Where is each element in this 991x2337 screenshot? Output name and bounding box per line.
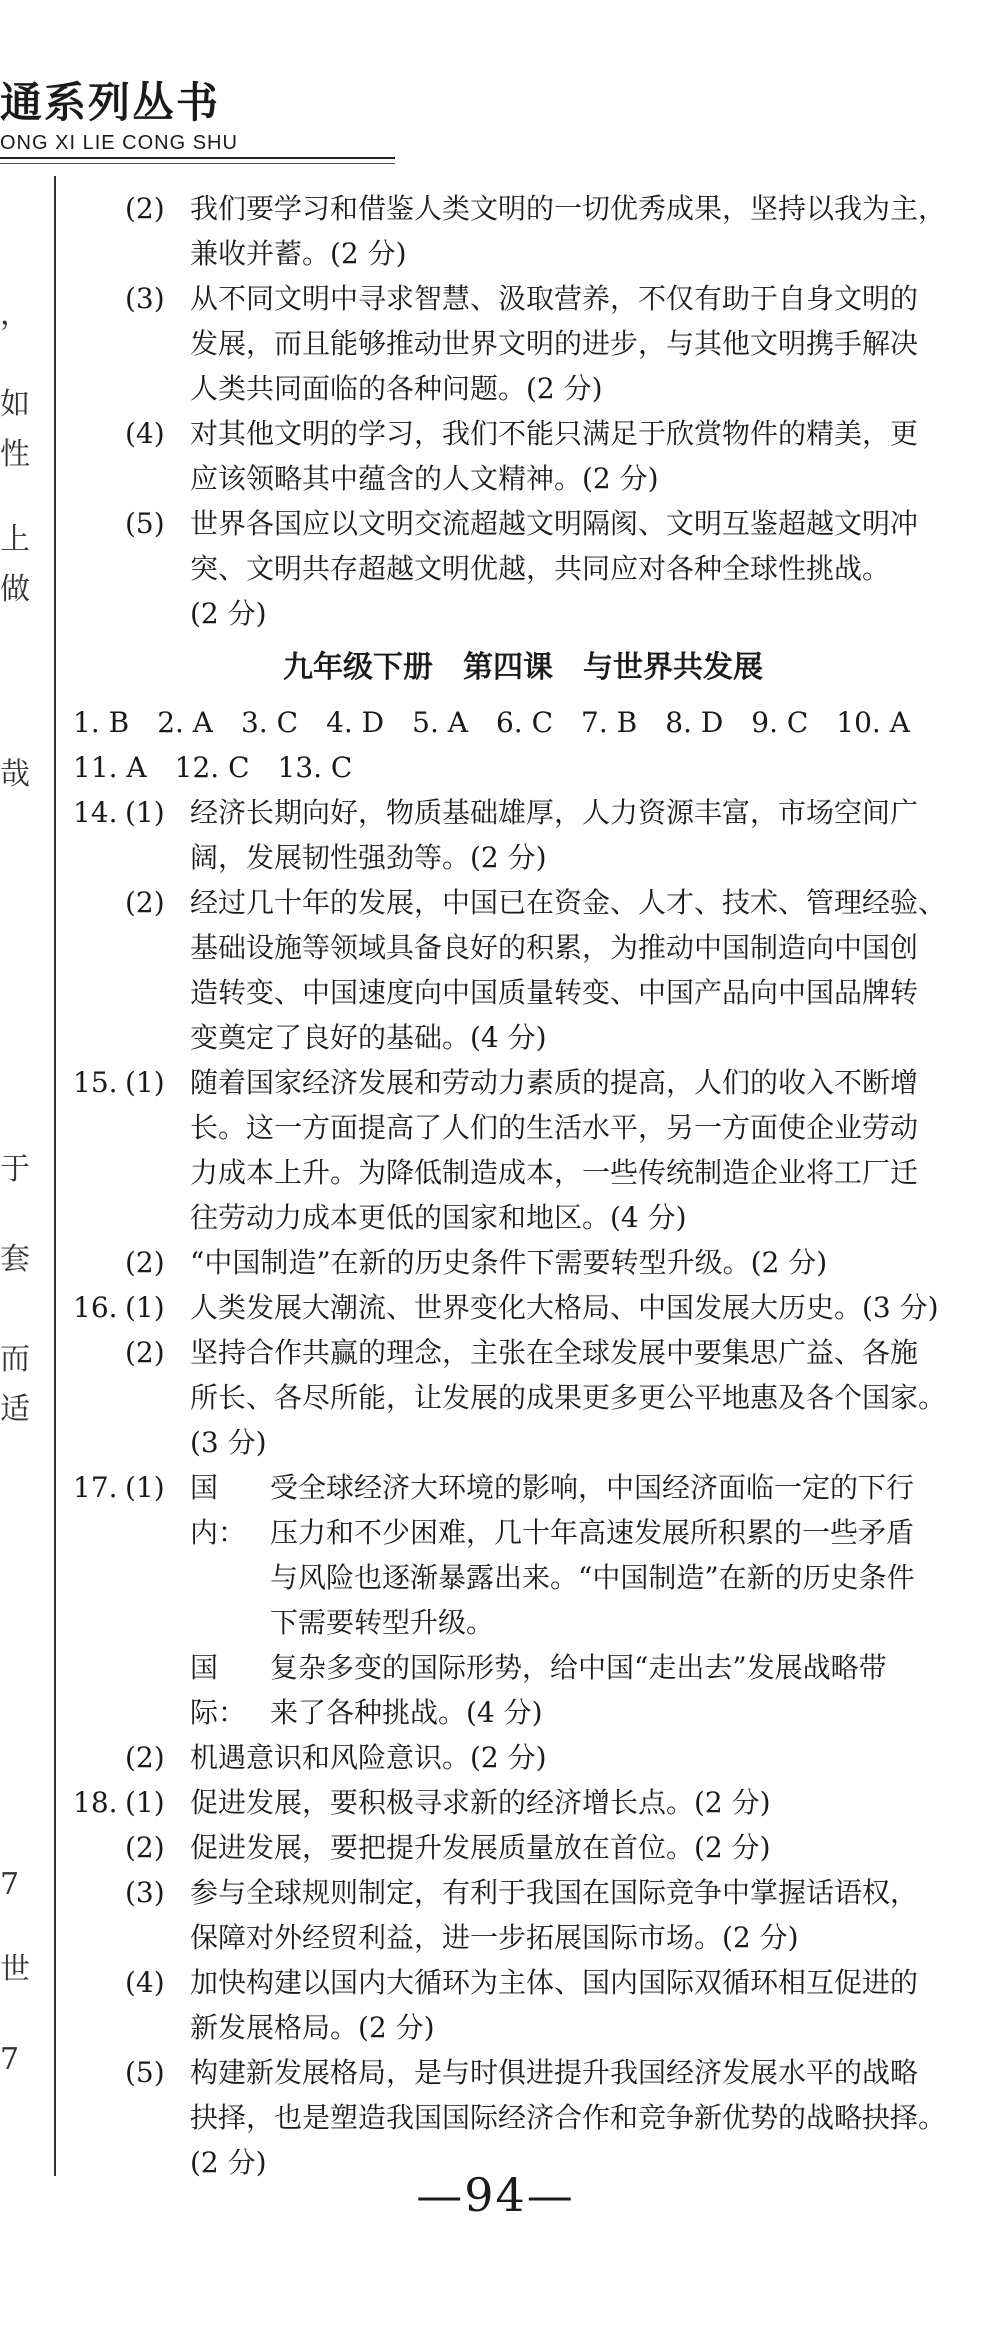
answer-line: 力成本上升。为降低制造成本，一些传统制造企业将工厂迁 — [190, 1156, 919, 1189]
answer-line: 世界各国应以文明交流超越文明隔阂、文明互鉴超越文明冲 — [190, 507, 919, 540]
answer-line: 压力和不少困难，几十年高速发展所积累的一些矛盾 — [270, 1516, 915, 1549]
answer-line: 人类共同面临的各种问题。(2 分) — [190, 372, 603, 405]
page-number: —94— — [416, 2168, 575, 2222]
item-label: (4) — [125, 1966, 165, 1999]
margin-char: 而 — [0, 1342, 30, 1377]
question-17 — [73, 1465, 973, 1645]
series-subtitle: ONG XI LIE CONG SHU — [0, 132, 238, 154]
answer-line: 人类发展大潮流、世界变化大格局、中国发展大历史。(3 分) — [190, 1291, 939, 1324]
item-label: (5) — [125, 507, 165, 540]
margin-char: 适 — [0, 1392, 30, 1427]
answer-line: (2 分) — [190, 2146, 267, 2179]
margin-char: 上 — [0, 522, 30, 557]
answer-item — [73, 1330, 973, 1465]
answer-line: 兼收并蓄。(2 分) — [190, 237, 407, 270]
answer-line: (2 分) — [190, 597, 267, 630]
margin-char: ， — [0, 297, 30, 332]
section-title: 九年级下册 第四课 与世界共发展 — [283, 650, 763, 685]
answer-line: 复杂多变的国际形势，给中国“走出去”发展战略带 — [270, 1651, 887, 1684]
question-number: 18. — [73, 1786, 118, 1819]
header-rule — [0, 157, 395, 159]
item-label: (3) — [125, 282, 165, 315]
item-label: (2) — [125, 192, 165, 225]
margin-char: 于 — [0, 1152, 30, 1187]
margin-char: 套 — [0, 1242, 30, 1277]
answer-line: 突、文明共存超越文明优越，共同应对各种全球性挑战。 — [190, 552, 891, 585]
question-14 — [73, 790, 973, 880]
answer-item — [73, 1735, 973, 1780]
item-label: (2) — [125, 1336, 165, 1369]
answer-line: 对其他文明的学习，我们不能只满足于欣赏物件的精美，更 — [190, 417, 919, 450]
answer-line: 发展，而且能够推动世界文明的进步，与其他文明携手解决 — [190, 327, 919, 360]
answer-line: (3 分) — [190, 1426, 267, 1459]
answer-item — [73, 1240, 973, 1285]
answer-line: 促进发展，要把提升发展质量放在首位。(2 分) — [190, 1831, 771, 1864]
answer-line: 促进发展，要积极寻求新的经济增长点。(2 分) — [190, 1786, 771, 1819]
question-number: 16. — [73, 1291, 118, 1324]
international-label: 国际： — [190, 1651, 247, 1729]
answer-line: 下需要转型升级。 — [270, 1606, 495, 1639]
item-label: (5) — [125, 2056, 165, 2089]
answer-item — [73, 501, 973, 636]
answer-line: 机遇意识和风险意识。(2 分) — [190, 1741, 547, 1774]
answer-item — [73, 2050, 973, 2185]
answer-line: 随着国家经济发展和劳动力素质的提高，人们的收入不断增 — [190, 1066, 919, 1099]
margin-divider — [54, 176, 56, 2176]
answer-line: 经过几十年的发展，中国已在资金、人才、技术、管理经验、 — [190, 886, 947, 919]
answer-item — [73, 1645, 973, 1735]
answer-line: 加快构建以国内大循环为主体、国内国际双循环相互促进的 — [190, 1966, 919, 1999]
choice-answers-line: 1. B 2. A 3. C 4. D 5. A 6. C 7. B 8. D 9. C 10. A — [73, 706, 910, 739]
item-label: (2) — [125, 1246, 165, 1279]
answer-line: 变奠定了良好的基础。(4 分) — [190, 1021, 547, 1054]
margin-char: 世 — [0, 1952, 30, 1987]
margin-char: 性 — [0, 437, 30, 472]
series-title: 通系列丛书 — [0, 78, 221, 127]
answer-line: 从不同文明中寻求智慧、汲取营养，不仅有助于自身文明的 — [190, 282, 919, 315]
answer-item — [73, 1960, 973, 2050]
answer-line: 基础设施等领域具备良好的积累，为推动中国制造向中国创 — [190, 931, 919, 964]
question-15 — [73, 1060, 973, 1240]
item-label: (1) — [125, 796, 165, 829]
answer-line: 经济长期向好，物质基础雄厚，人力资源丰富，市场空间广 — [190, 796, 919, 829]
item-label: (3) — [125, 1876, 165, 1909]
header-rule-thin — [0, 163, 395, 164]
margin-char: 7 — [0, 2042, 20, 2077]
question-number: 15. — [73, 1066, 118, 1099]
answer-item — [73, 276, 973, 411]
answer-line: 我们要学习和借鉴人类文明的一切优秀成果，坚持以我为主， — [190, 192, 947, 225]
margin-char: 做 — [0, 572, 30, 607]
question-18 — [73, 1780, 973, 1825]
answer-line: 造转变、中国速度向中国质量转变、中国产品向中国品牌转 — [190, 976, 919, 1009]
margin-char: 如 — [0, 387, 30, 422]
answer-line: 受全球经济大环境的影响，中国经济面临一定的下行 — [270, 1471, 915, 1504]
answer-line: 抉择，也是塑造我国国际经济合作和竞争新优势的战略抉择。 — [190, 2101, 947, 2134]
answer-item — [73, 1870, 973, 1960]
answer-item — [73, 880, 973, 1060]
answer-line: 与风险也逐渐暴露出来。“中国制造”在新的历史条件 — [270, 1561, 915, 1594]
question-16 — [73, 1285, 973, 1330]
answer-line: 所长、各尽所能，让发展的成果更多更公平地惠及各个国家。 — [190, 1381, 947, 1414]
item-label: (2) — [125, 1831, 165, 1864]
question-number: 17. — [73, 1471, 118, 1504]
item-label: (1) — [125, 1066, 165, 1099]
answer-line: 来了各种挑战。(4 分) — [270, 1696, 543, 1729]
item-label: (1) — [125, 1471, 165, 1504]
answer-item — [73, 1825, 973, 1870]
answer-line: 往劳动力成本更低的国家和地区。(4 分) — [190, 1201, 687, 1234]
answer-line: 坚持合作共赢的理念，主张在全球发展中要集思广益、各施 — [190, 1336, 919, 1369]
answer-item — [73, 411, 973, 501]
choice-answers-line: 11. A 12. C 13. C — [73, 751, 353, 784]
item-label: (2) — [125, 886, 165, 919]
question-number: 14. — [73, 796, 118, 829]
answer-line: 保障对外经贸利益，进一步拓展国际市场。(2 分) — [190, 1921, 799, 1954]
item-label: (4) — [125, 417, 165, 450]
answer-line: 应该领略其中蕴含的人文精神。(2 分) — [190, 462, 659, 495]
domestic-label: 国内： — [190, 1471, 247, 1549]
answer-line: “中国制造”在新的历史条件下需要转型升级。(2 分) — [190, 1246, 828, 1279]
item-label: (2) — [125, 1741, 165, 1774]
margin-char: 哉 — [0, 757, 30, 792]
answer-line: 阔，发展韧性强劲等。(2 分) — [190, 841, 547, 874]
answer-line: 长。这一方面提高了人们的生活水平，另一方面使企业劳动 — [190, 1111, 919, 1144]
answer-item — [73, 186, 973, 276]
answer-line: 新发展格局。(2 分) — [190, 2011, 435, 2044]
answer-content — [73, 186, 973, 2185]
item-label: (1) — [125, 1291, 165, 1324]
item-label: (1) — [125, 1786, 165, 1819]
answer-line: 参与全球规则制定，有利于我国在国际竞争中掌握话语权， — [190, 1876, 919, 1909]
answer-line: 构建新发展格局，是与时俱进提升我国经济发展水平的战略 — [190, 2056, 919, 2089]
margin-char: 7 — [0, 1867, 20, 1902]
